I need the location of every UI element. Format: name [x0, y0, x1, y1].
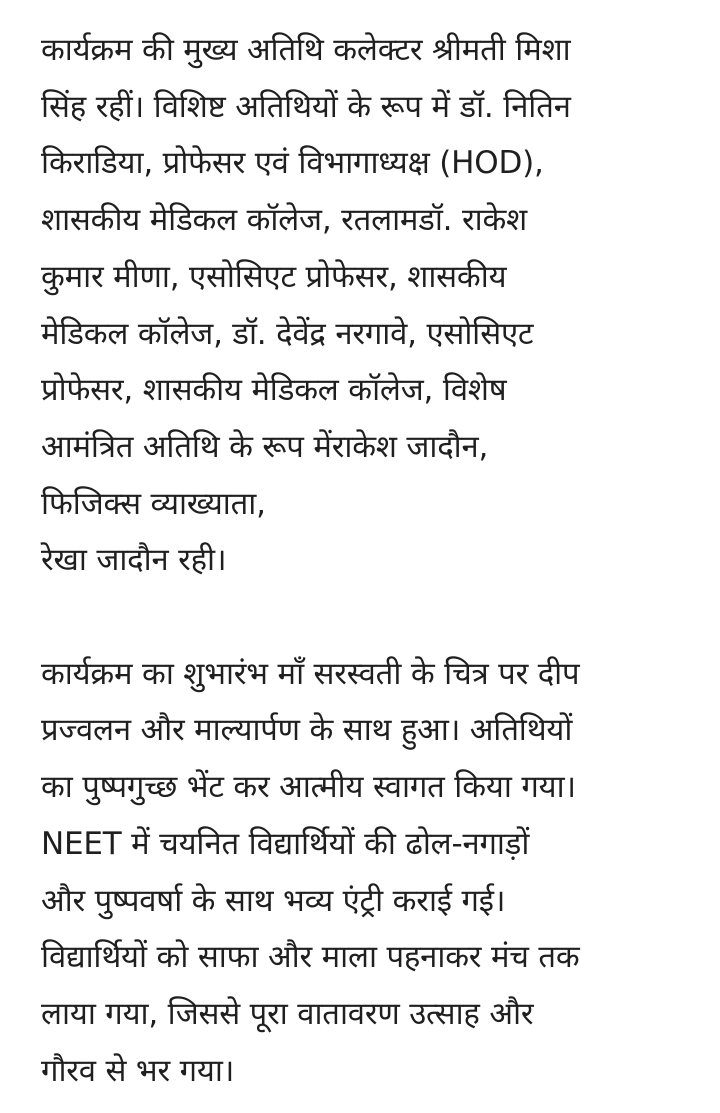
- text-line: सिंह रहीं। विशिष्ट अतिथियों के रूप में डॉ. नितिन: [41, 88, 571, 125]
- text-line: शासकीय मेडिकल कॉलेज, रतलामडॉ. राकेश: [41, 202, 527, 239]
- text-line: प्रोफेसर, शासकीय मेडिकल कॉलेज, विशेष: [41, 372, 507, 409]
- paragraph-guests: [41, 22, 692, 589]
- text-line: कार्यक्रम की मुख्य अतिथि कलेक्टर श्रीमती मिशा: [41, 32, 571, 68]
- text-line: कुमार मीणा, एसोसिएट प्रोफेसर, शासकीय: [41, 258, 507, 295]
- paragraph-ceremony: [41, 646, 692, 1100]
- article-body: [41, 22, 692, 1099]
- text-line: आमंत्रित अतिथि के रूप मेंराकेश जादौन,: [41, 428, 489, 465]
- text-line: फिजिक्स व्याख्याता,: [41, 485, 266, 522]
- text-line: रेखा जादौन रही।: [41, 542, 227, 579]
- text-line: गौरव से भर गया।: [41, 1052, 235, 1089]
- text-line: कार्यक्रम का शुभारंभ माँ सरस्वती के चित्र पर दीप: [41, 655, 580, 692]
- text-line: प्रज्वलन और माल्यार्पण के साथ हुआ। अतिथियों: [41, 712, 573, 749]
- paragraph-spacer: [41, 589, 692, 646]
- text-line: किराडिया, प्रोफेसर एवं विभागाध्यक्ष (HOD),: [41, 145, 544, 182]
- text-line: विद्यार्थियों को साफा और माला पहनाकर मंच तक: [41, 939, 580, 976]
- text-line: और पुष्पवर्षा के साथ भव्य एंट्री कराई गई।: [41, 882, 506, 919]
- text-line: लाया गया, जिससे पूरा वातावरण उत्साह और: [41, 995, 534, 1032]
- text-line: मेडिकल कॉलेज, डॉ. देवेंद्र नरगावे, एसोसिएट: [41, 315, 534, 352]
- text-line: का पुष्पगुच्छ भेंट कर आत्मीय स्वागत किया गया।: [41, 769, 576, 806]
- text-line: NEET में चयनित विद्यार्थियों की ढोल-नगाड़ों: [41, 825, 530, 862]
